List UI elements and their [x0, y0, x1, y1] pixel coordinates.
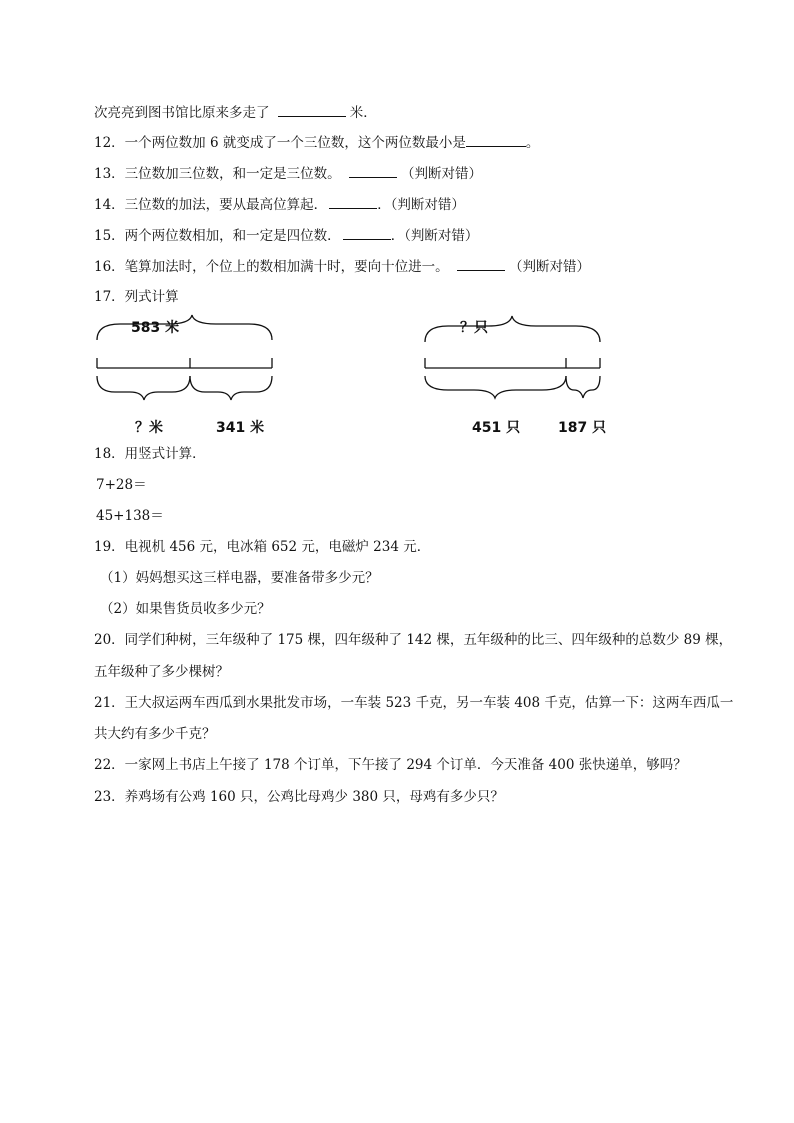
top-brace	[425, 316, 600, 342]
q12-tail: 。	[525, 135, 540, 151]
q20-line-2: 五年级种了多少棵树？	[94, 664, 229, 680]
diagram1-bottom-right-label: 341 米	[216, 420, 265, 436]
question-14	[94, 194, 465, 215]
segment-diagrams	[0, 310, 794, 440]
q12-text: 12．一个两位数加 6 就变成了一个三位数，这个两位数最小是	[94, 135, 466, 151]
answer-blank[interactable]	[457, 256, 505, 271]
q17-text: 17．列式计算	[94, 289, 179, 305]
q18-text: 18．用竖式计算．	[94, 446, 206, 462]
question-12	[94, 132, 539, 153]
q16-tail: （判断对错）	[508, 259, 590, 275]
q19-text: 19．电视机 456 元，电冰箱 652 元，电磁炉 234 元．	[94, 539, 431, 555]
q15-tail: ．（判断对错）	[390, 228, 479, 244]
answer-blank[interactable]	[343, 225, 391, 240]
diagram-1	[97, 315, 272, 400]
expression-2: 45+138＝	[96, 508, 164, 524]
question-23: 23．养鸡场有公鸡 160 只，公鸡比母鸡少 380 只，母鸡有多少只？	[94, 789, 504, 805]
q11-tail: 米．	[349, 105, 377, 121]
q21-line-1: 21．王大叔运两车西瓜到水果批发市场，一车装 523 千克，另一车装 408 千克，估算一下：这两车西瓜一	[94, 695, 734, 711]
answer-blank[interactable]	[466, 132, 526, 147]
q19-sub-2: （2）如果售货员收多少元？	[100, 601, 271, 617]
diagram1-top-label: 583 米	[131, 320, 180, 336]
diagram2-bottom-right-label: 187 只	[558, 420, 607, 436]
q11-text: 次亮亮到图书馆比原来多走了	[94, 105, 270, 121]
q21-line-2: 共大约有多少千克？	[94, 726, 216, 742]
q19-sub-1: （1）妈妈想买这三样电器，要准备带多少元？	[100, 570, 379, 586]
bottom-left-brace	[97, 376, 190, 400]
q13-text: 13．三位数加三位数，和一定是三位数。	[94, 166, 341, 182]
q14-text: 14．三位数的加法，要从最高位算起．	[94, 197, 328, 213]
q11-continuation	[94, 102, 377, 123]
answer-blank[interactable]	[329, 194, 377, 209]
q20-line-1: 20．同学们种树，三年级种了 175 棵，四年级种了 142 棵，五年级种的比三、四年级种的总数少 89 棵，	[94, 632, 733, 648]
q15-text: 15．两个两位数相加，和一定是四位数．	[94, 228, 341, 244]
answer-blank[interactable]	[349, 163, 397, 178]
question-16	[94, 256, 590, 277]
diagram1-bottom-left-label: ？米	[135, 420, 163, 436]
q13-tail: （判断对错）	[400, 166, 482, 182]
question-19	[94, 537, 430, 557]
diagram-2	[425, 316, 600, 398]
diagram2-top-label: ？只	[460, 320, 488, 336]
question-18	[94, 444, 206, 464]
q14-tail: ．（判断对错）	[377, 197, 465, 213]
top-brace	[97, 315, 272, 340]
bottom-left-brace	[425, 376, 566, 398]
expression-1: 7+28＝	[96, 477, 147, 493]
answer-blank[interactable]	[278, 102, 346, 117]
bottom-right-brace	[566, 376, 600, 398]
question-22: 22．一家网上书店上午接了 178 个订单，下午接了 294 个订单．今天准备 400 张快递单，够吗？	[94, 757, 687, 773]
question-13	[94, 163, 482, 184]
bottom-right-brace	[190, 376, 272, 400]
question-17	[94, 287, 179, 307]
question-15	[94, 225, 478, 246]
q16-text: 16．笔算加法时，个位上的数相加满十时，要向十位进一。	[94, 259, 449, 275]
diagram2-bottom-left-label: 451 只	[472, 420, 521, 436]
